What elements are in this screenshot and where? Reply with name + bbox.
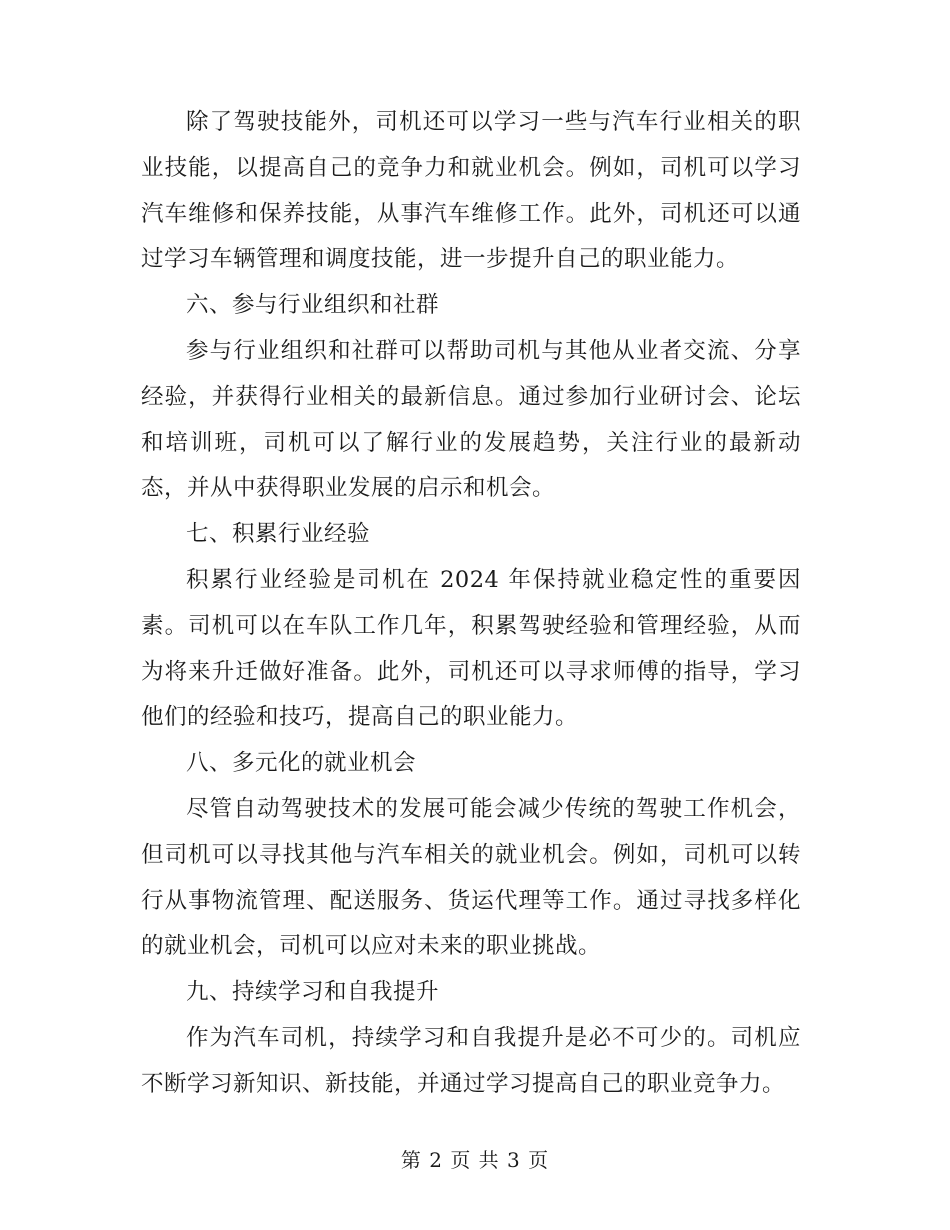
page-footer: 第 2 页 共 3 页: [400, 1148, 550, 1172]
section-heading-6: 六、参与行业组织和社群: [186, 292, 440, 319]
paragraph-vocational-skills: 除了驾驶技能外，司机还可以学习一些与汽车行业相关的职业技能，以提高自己的竞争力和就业机会。例如，司机可以学习汽车维修和保养技能，从事汽车维修工作。此外，司机还可以通过学习车辆管理和调度技能，进一步提升自己的职业能力。: [141, 109, 801, 273]
section-heading-8: 八、多元化的就业机会: [186, 750, 417, 777]
section-heading-7: 七、积累行业经验: [186, 521, 371, 548]
paragraph-industry-experience: 积累行业经验是司机在 2024 年保持就业稳定性的重要因素。司机可以在车队工作几年，积累驾驶经验和管理经验，从而为将来升迁做好准备。此外，司机还可以寻求师傅的指导，学习他们的经验和技巧，提高自己的职业能力。: [141, 566, 801, 731]
document-body: [141, 100, 801, 1108]
paragraph-continuous-learning: 作为汽车司机，持续学习和自我提升是必不可少的。司机应不断学习新知识、新技能，并通过学习提高自己的职业竞争力。: [141, 1024, 801, 1097]
paragraph-industry-organizations: 参与行业组织和社群可以帮助司机与其他从业者交流、分享经验，并获得行业相关的最新信息。通过参加行业研讨会、论坛和培训班，司机可以了解行业的发展趋势，关注行业的最新动态，并从中获得职业发展的启示和机会。: [141, 337, 801, 502]
paragraph-diverse-employment: 尽管自动驾驶技术的发展可能会减少传统的驾驶工作机会，但司机可以寻找其他与汽车相关的就业机会。例如，司机可以转行从事物流管理、配送服务、货运代理等工作。通过寻找多样化的就业机会，司机可以应对未来的职业挑战。: [141, 795, 801, 960]
section-heading-9: 九、持续学习和自我提升: [186, 979, 440, 1006]
